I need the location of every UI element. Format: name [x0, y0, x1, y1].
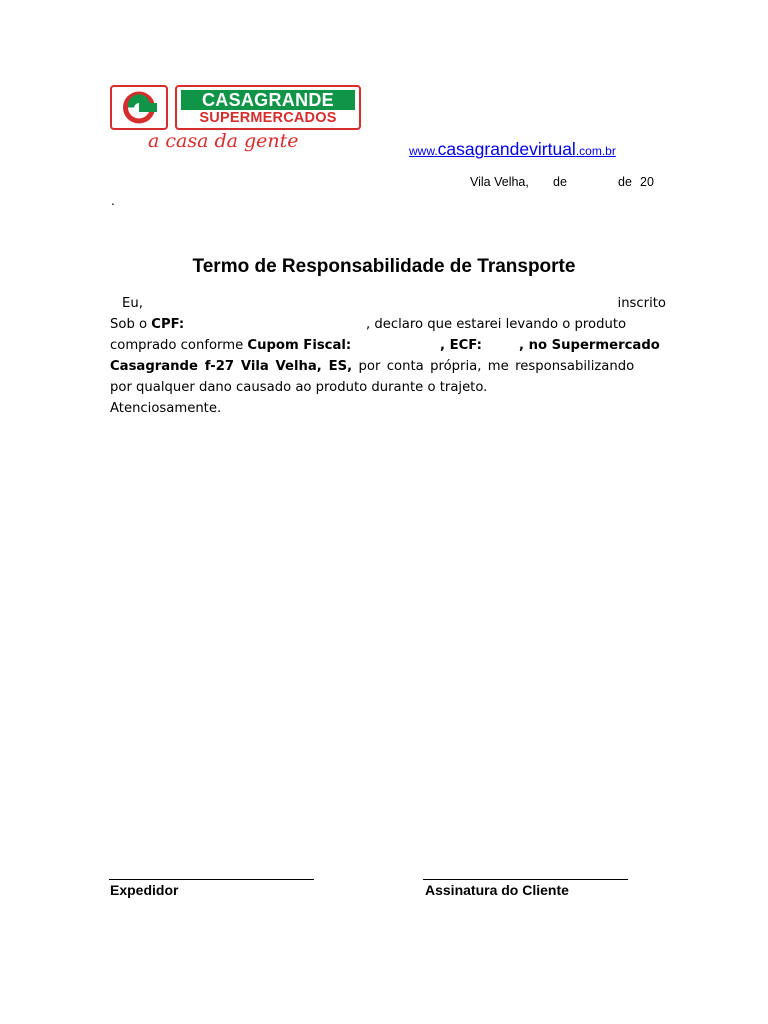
body-comprado: comprado conforme — [110, 338, 248, 353]
document-title: Termo de Responsabilidade de Transporte — [192, 256, 576, 277]
logo-line-supermercados: SUPERMERCADOS — [199, 110, 337, 126]
dateline-de-2: de — [618, 175, 632, 189]
stray-dot: . — [111, 194, 115, 208]
body-line-4 — [110, 357, 666, 378]
logo-emblem-icon — [110, 85, 168, 130]
cpf-label: CPF: — [151, 317, 185, 332]
body-sob-o: Sob o — [110, 317, 152, 332]
body-inscrito: inscrito — [617, 296, 666, 311]
website-prefix: www. — [409, 144, 438, 158]
signature-line-cliente — [423, 879, 628, 880]
body-line-3 — [110, 336, 666, 357]
signature-label-cliente: Assinatura do Cliente — [425, 882, 569, 898]
store-location: Casagrande f-27 Vila Velha, ES, — [110, 359, 353, 374]
closing-text: Atenciosamente. — [110, 401, 222, 416]
body-declaro: , declaro que estarei levando o produto — [366, 317, 627, 332]
ecf-label: , ECF: — [440, 338, 482, 353]
signature-label-expedidor: Expedidor — [110, 882, 179, 898]
dateline-year: 20 — [640, 175, 654, 189]
website-link[interactable] — [409, 139, 616, 160]
logo-slogan: a casa da gente — [148, 130, 299, 152]
dateline-de-1: de — [553, 175, 567, 189]
body-line-1 — [110, 294, 666, 315]
body-line-5: por qualquer dano causado ao produto durante o trajeto. — [110, 380, 488, 395]
logo-wordmark — [175, 85, 361, 130]
signature-line-expedidor — [109, 879, 314, 880]
dateline-city: Vila Velha, — [470, 175, 529, 189]
no-supermercado: , no Supermercado — [519, 338, 660, 353]
body-por-conta: por conta própria, me responsabilizando — [352, 359, 635, 374]
cupom-fiscal-label: Cupom Fiscal: — [247, 338, 352, 353]
logo-line-casagrande: CASAGRANDE — [181, 90, 355, 110]
website-suffix: .com.br — [575, 144, 616, 158]
website-domain: casagrandevirtual — [437, 139, 576, 159]
body-eu: Eu, — [122, 296, 143, 311]
body-line-2 — [110, 315, 666, 336]
